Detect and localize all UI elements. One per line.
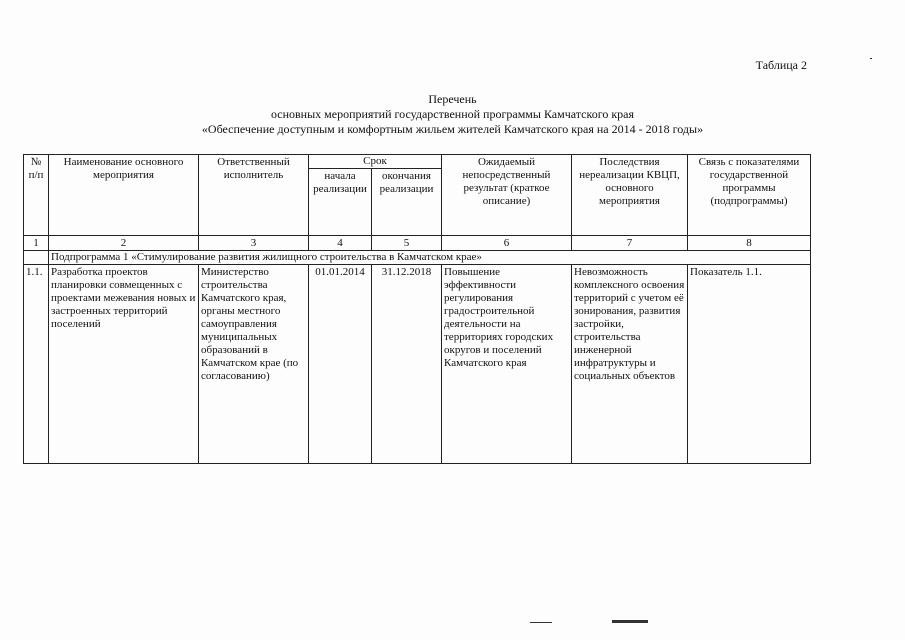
scan-artifact [530, 622, 552, 623]
header-consequences: Последствия нереализации КВЦП, основного мероприятия [572, 155, 688, 236]
header-result: Ожидаемый непосредственный результат (краткое описание) [442, 155, 572, 236]
header-term: Срок [309, 155, 442, 169]
column-number: 8 [688, 236, 811, 251]
table-row [24, 265, 811, 464]
column-number: 3 [199, 236, 309, 251]
title-line-1: Перечень [428, 92, 477, 106]
header-start: начала реализации [309, 169, 372, 236]
scan-artifact [612, 620, 648, 623]
column-number: 4 [309, 236, 372, 251]
scan-artifact [870, 58, 872, 59]
header-executor: Ответственный исполнитель [199, 155, 309, 236]
row-executor: Министерство строительства Камчатского края, органы местного самоуправления муниципальных образований в Камчатском крае (по согласованию) [199, 265, 309, 464]
activities-table [23, 154, 811, 464]
row-result: Повышение эффективности регулирования градостроительной деятельности на территориях городских округов и поселений Камчатского края [442, 265, 572, 464]
table-label: Таблица 2 [755, 58, 807, 72]
column-number: 7 [572, 236, 688, 251]
header-num: № п/п [24, 155, 49, 236]
row-start: 01.01.2014 [309, 265, 372, 464]
row-name: Разработка проектов планировки совмещенных с проектами межевания новых и застроенных территорий поселений [49, 265, 199, 464]
row-consequences: Невозможность комплексного освоения территорий с учетом её зонирования, развития застройки, строительства инженерной инфратруктуры и социальных объектов [572, 265, 688, 464]
row-num: 1.1. [24, 265, 49, 464]
subprogram-row [24, 251, 811, 265]
header-link: Связь с показателями государственной программы (подпрограммы) [688, 155, 811, 236]
column-number: 6 [442, 236, 572, 251]
header-name: Наименование основного мероприятия [49, 155, 199, 236]
title-line-2: основных мероприятий государственной программы Камчатского края [270, 107, 635, 121]
column-number: 1 [24, 236, 49, 251]
document-title [0, 92, 905, 137]
column-number: 2 [49, 236, 199, 251]
header-end: окончания реализации [372, 169, 442, 236]
subprogram-title: Подпрограмма 1 «Стимулирование развития жилищного строительства в Камчатском крае» [49, 251, 811, 265]
title-line-3: «Обеспечение доступным и комфортным жильем жителей Камчатского края на 2014 - 2018 годы» [201, 122, 704, 136]
row-end: 31.12.2018 [372, 265, 442, 464]
column-numbers-row [24, 236, 811, 251]
column-number: 5 [372, 236, 442, 251]
header-row-1 [24, 155, 811, 169]
row-link: Показатель 1.1. [688, 265, 811, 464]
